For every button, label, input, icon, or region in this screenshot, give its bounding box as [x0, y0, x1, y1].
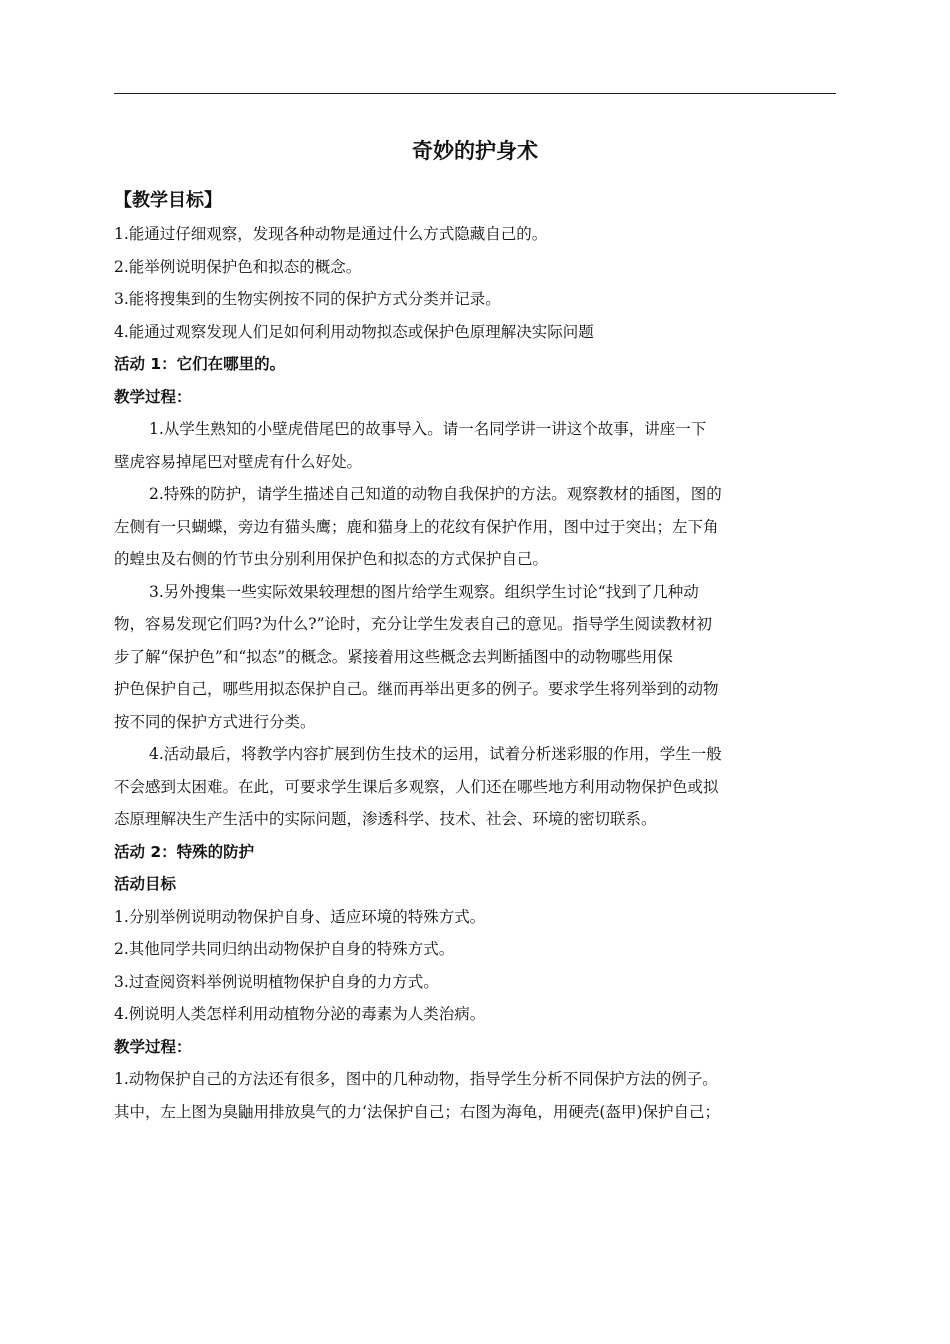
activity1-paragraph-1-line: 壁虎容易掉尾巴对壁虎有什么好处。	[114, 452, 363, 471]
activity2-goal-item: 3.过查阅资料举例说明植物保护自身的力方式。	[114, 972, 439, 991]
activity1-paragraph-2-line: 的蝗虫及右侧的竹节虫分别利用保护色和拟态的方式保护自己。	[114, 550, 549, 568]
objective-item: 1.能通过仔细观察，发现各种动物是通过什么方式隐藏自己的。	[114, 225, 548, 243]
activity1-paragraph-2-line: 2.特殊的防护，请学生描述自己知道的动物自我保护的方法。观察教材的插图，图的	[149, 485, 722, 503]
objective-item: 4.能通过观察发现人们足如何利用动物拟态或保护色原理解决实际问题	[114, 322, 594, 341]
activity1-heading: 活动 1：它们在哪里的。	[114, 355, 286, 373]
activity2-goal-item: 4.例说明人类怎样利用动植物分泌的毒素为人类治病。	[114, 1005, 486, 1023]
activity1-paragraph-4-line: 4.活动最后，将教学内容扩展到仿生技术的运用，试着分析迷彩服的作用，学生一般	[149, 745, 722, 763]
page-title: 奇妙的护身术	[412, 139, 538, 163]
activity1-paragraph-1-line: 1.从学生熟知的小壁虎借尾巴的故事导入。请一名同学讲一讲这个故事，讲座一下	[149, 420, 707, 438]
activity2-process-heading: 教学过程：	[114, 1037, 192, 1056]
activity2-goal-item: 2.其他同学共同归纳出动物保护自身的特殊方式。	[114, 940, 455, 958]
activity1-paragraph-3-line: 物，容易发现它们吗?为什么?”论时，充分让学生发表自己的意见。指导学生阅读教材初	[114, 615, 713, 633]
activity1-paragraph-2-line: 左侧有一只蝴蝶，旁边有猫头鹰；鹿和猫身上的花纹有保护作用，图中过于突出；左下角	[114, 517, 719, 536]
header-rule	[114, 93, 836, 94]
document-body	[114, 186, 840, 1128]
activity1-paragraph-3-line: 护色保护自己，哪些用拟态保护自己。继而再举出更多的例子。要求学生将列举到的动物	[114, 680, 719, 698]
activity2-goals-heading: 活动目标	[114, 875, 177, 893]
activity1-paragraph-4-line: 态原理解决生产生活中的实际问题，渗透科学、技术、社会、环境的密切联系。	[114, 810, 657, 828]
activity2-paragraph-1-line: 1.动物保护自己的方法还有很多，图中的几种动物，指导学生分析不同保护方法的例子。	[114, 1070, 718, 1088]
activity2-goal-item: 1.分别举例说明动物保护自身、适应环境的特殊方式。	[114, 907, 486, 926]
objectives-heading: 【教学目标】	[114, 190, 222, 211]
activity1-paragraph-3-line: 3.另外搜集一些实际效果较理想的图片给学生观察。组织学生讨论“找到了几种动	[149, 582, 699, 601]
activity1-paragraph-3-line: 步了解“保护色”和“拟态”的概念。紧接着用这些概念去判断插图中的动物哪些用保	[114, 647, 673, 666]
activity2-heading: 活动 2：特殊的防护	[114, 842, 255, 861]
activity1-paragraph-3-line: 按不同的保护方式进行分类。	[114, 712, 316, 731]
activity1-paragraph-4-line: 不会感到太困难。在此，可要求学生课后多观察，人们还在哪些地方利用动物保护色或拟	[114, 777, 719, 796]
objective-item: 3.能将搜集到的生物实例按不同的保护方式分类并记录。	[114, 290, 501, 308]
activity1-process-heading: 教学过程：	[114, 387, 192, 406]
activity2-paragraph-1-line: 其中，左上图为臭鼬用排放臭气的力‘法保护自己；右图为海龟，用硬壳(盔甲)保护自己；	[114, 1102, 721, 1121]
objective-item: 2.能举例说明保护色和拟态的概念。	[114, 257, 362, 276]
